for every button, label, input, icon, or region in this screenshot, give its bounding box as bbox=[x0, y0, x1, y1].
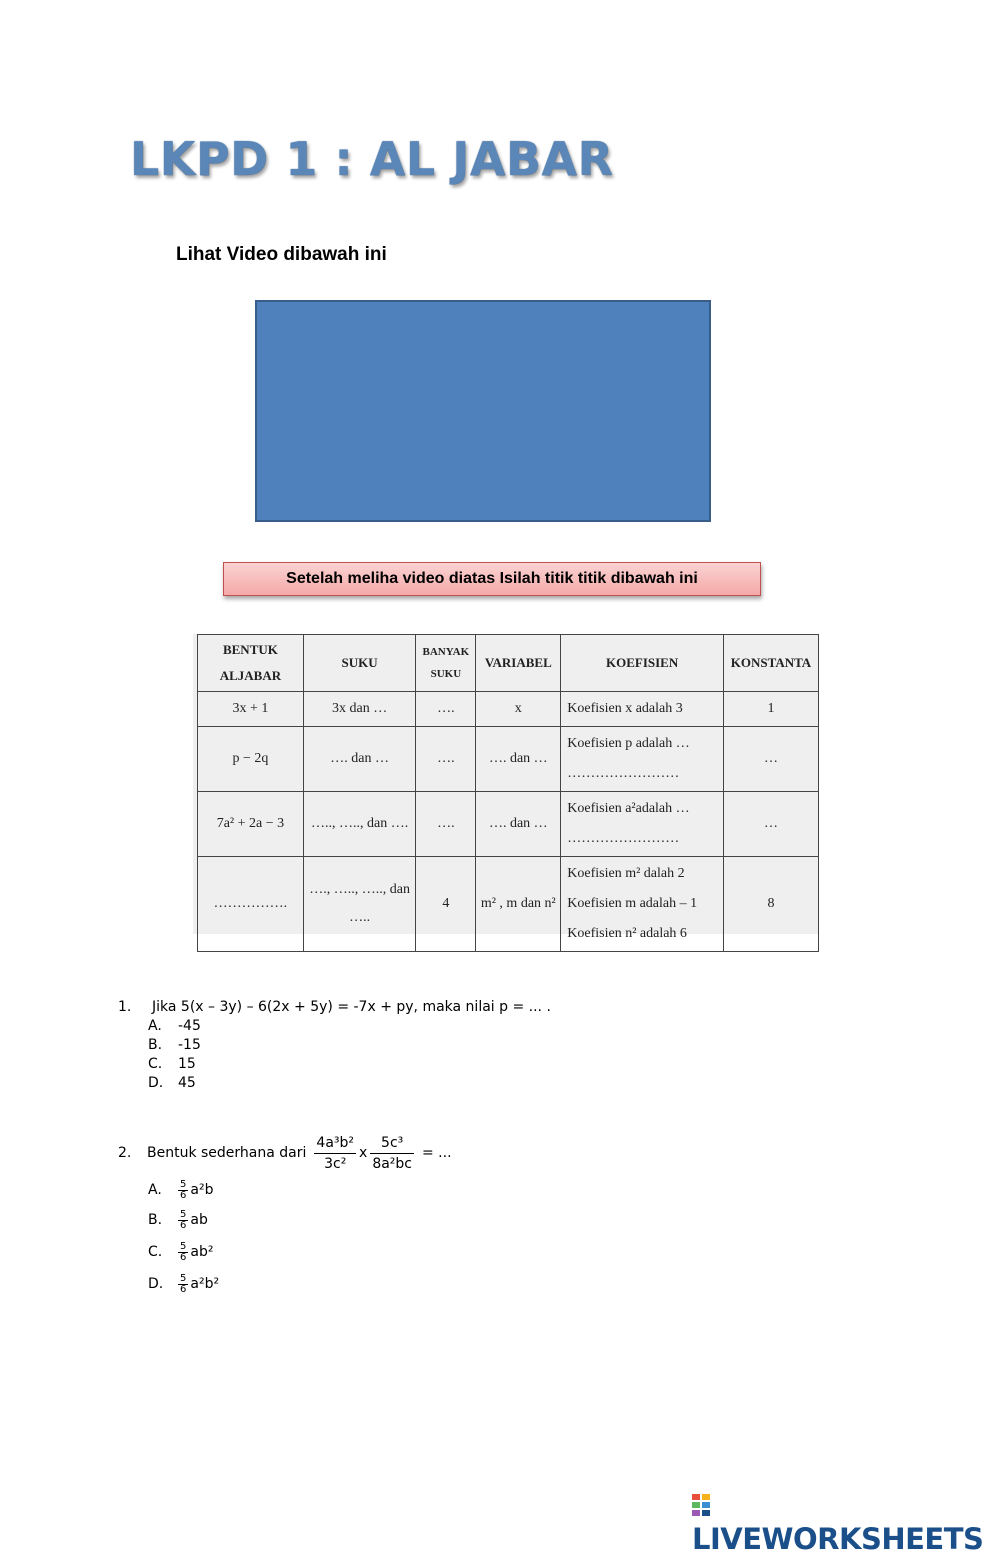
header-suku: SUKU bbox=[303, 635, 416, 692]
instruction-banner: Setelah meliha video diatas Isilah titik titik dibawah ini bbox=[223, 562, 761, 596]
cell-variabel[interactable]: …. dan … bbox=[476, 727, 561, 792]
option-b[interactable]: B. $\frac{5}{6}$ ab bbox=[148, 1209, 208, 1231]
liveworksheets-logo[interactable] bbox=[692, 1488, 1000, 1556]
liveworksheets-wordmark: LIVEWORKSHEETS bbox=[692, 1522, 984, 1556]
header-koefisien: KOEFISIEN bbox=[561, 635, 724, 692]
cell-suku[interactable]: ….., ….., dan …. bbox=[303, 792, 416, 857]
question-number: 2. bbox=[118, 1144, 132, 1161]
cell-variabel[interactable]: …. dan … bbox=[476, 792, 561, 857]
cell-banyak-suku[interactable]: …. bbox=[416, 792, 476, 857]
table-row bbox=[198, 692, 819, 727]
table-header-row bbox=[198, 635, 819, 692]
header-bentuk-aljabar: BENTUK ALJABAR bbox=[198, 635, 304, 692]
liveworksheets-icon bbox=[692, 1492, 712, 1518]
table-row bbox=[198, 727, 819, 792]
header-banyak-suku: BANYAK SUKU bbox=[416, 635, 476, 692]
cell-banyak-suku[interactable]: …. bbox=[416, 692, 476, 727]
cell-expression: p − 2q bbox=[198, 727, 304, 792]
cell-koefisien: Koefisien m² dalah 2 Koefisien m adalah – 1 Koefisien n² adalah 6 bbox=[561, 857, 724, 952]
option-coefficient: $\frac{5}{6}$ bbox=[180, 1179, 187, 1201]
question-2: 2. Bentuk sederhana dari $\frac{\text{4a³b²}}{\text{3c²}}$ x $\frac{\text{5c³}}{\text{8a²bc}}$ = ... A. $\frac{5}{6}$ a²b B. $\frac{5}{6}$ ab C. $\frac{5}{6}$ ab² D. $\frac{5}{6}$ a²b² bbox=[118, 1134, 452, 1295]
cell-konstanta: 1 bbox=[724, 692, 819, 727]
cell-konstanta[interactable]: … bbox=[724, 727, 819, 792]
algebra-table bbox=[197, 634, 819, 952]
question-text: Jika 5(x – 3y) – 6(2x + 5y) = -7x + py, maka nilai p = ... . bbox=[152, 999, 551, 1015]
question-1 bbox=[118, 998, 718, 1098]
option-coefficient: $\frac{5}{6}$ bbox=[180, 1241, 187, 1263]
cell-koefisien[interactable]: Koefisien a²adalah … …………………… bbox=[561, 792, 724, 857]
option-a[interactable]: A. -45 bbox=[148, 1018, 201, 1034]
table-row bbox=[198, 792, 819, 857]
option-b[interactable]: B. -15 bbox=[148, 1037, 201, 1053]
cell-banyak-suku[interactable]: …. bbox=[416, 727, 476, 792]
fraction-2: $\frac{\text{5c³}}{\text{8a²bc}}$ bbox=[372, 1134, 412, 1172]
cell-variabel: x bbox=[476, 692, 561, 727]
question-text: Bentuk sederhana dari bbox=[147, 1144, 307, 1161]
option-a[interactable]: A. $\frac{5}{6}$ a²b bbox=[148, 1179, 214, 1201]
cell-suku[interactable]: 3x dan … bbox=[303, 692, 416, 727]
video-placeholder[interactable] bbox=[255, 300, 711, 522]
cell-konstanta: 8 bbox=[724, 857, 819, 952]
cell-suku[interactable]: …., ….., ….., dan ….. bbox=[303, 857, 416, 952]
cell-koefisien: Koefisien x adalah 3 bbox=[561, 692, 724, 727]
option-d[interactable]: D. 45 bbox=[148, 1075, 196, 1091]
option-c[interactable]: C. $\frac{5}{6}$ ab² bbox=[148, 1241, 214, 1263]
cell-expression[interactable]: ……………. bbox=[198, 857, 304, 952]
fraction-1: $\frac{\text{4a³b²}}{\text{3c²}}$ bbox=[316, 1134, 355, 1172]
option-d[interactable]: D. $\frac{5}{6}$ a²b² bbox=[148, 1273, 220, 1295]
table-row bbox=[198, 857, 819, 952]
cell-expression: 7a² + 2a − 3 bbox=[198, 792, 304, 857]
question-number: 1. bbox=[118, 999, 132, 1015]
cell-expression: 3x + 1 bbox=[198, 692, 304, 727]
cell-koefisien[interactable]: Koefisien p adalah … …………………… bbox=[561, 727, 724, 792]
cell-banyak-suku: 4 bbox=[416, 857, 476, 952]
algebra-table-container bbox=[193, 634, 819, 941]
option-coefficient: $\frac{5}{6}$ bbox=[180, 1273, 187, 1295]
cell-suku[interactable]: …. dan … bbox=[303, 727, 416, 792]
cell-konstanta[interactable]: … bbox=[724, 792, 819, 857]
cell-variabel: m² , m dan n² bbox=[476, 857, 561, 952]
option-coefficient: $\frac{5}{6}$ bbox=[180, 1209, 187, 1231]
option-c[interactable]: C. 15 bbox=[148, 1056, 196, 1072]
page-title: LKPD 1 : AL JABAR bbox=[130, 132, 614, 186]
video-instruction: Lihat Video dibawah ini bbox=[176, 244, 387, 265]
header-konstanta: KONSTANTA bbox=[724, 635, 819, 692]
header-variabel: VARIABEL bbox=[476, 635, 561, 692]
